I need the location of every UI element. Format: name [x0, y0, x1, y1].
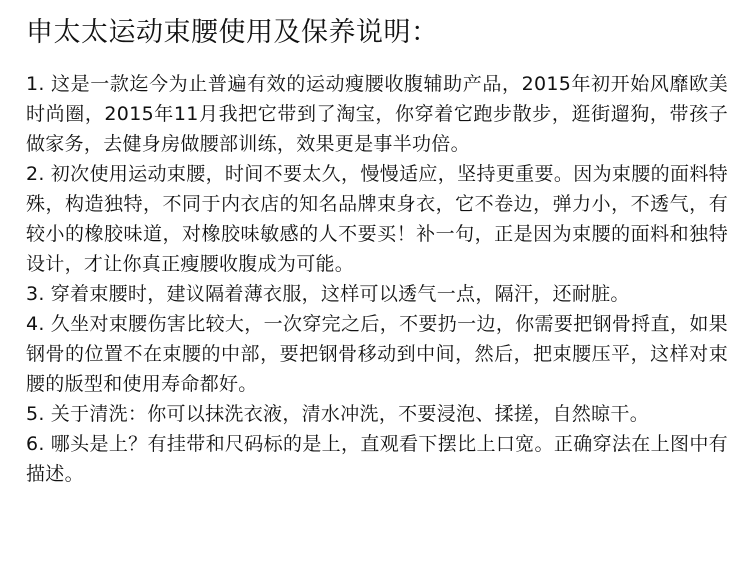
item-text: 关于清洗：你可以抹洗衣液，清水冲洗，不要浸泡、揉搓，自然晾干。	[50, 403, 650, 425]
instruction-item-3	[26, 279, 728, 309]
item-number: 5.	[26, 403, 45, 425]
instruction-item-2	[26, 159, 728, 279]
instruction-item-1	[26, 69, 728, 159]
page-title: 申太太运动束腰使用及保养说明：	[26, 17, 439, 48]
item-text: 这是一款迄今为止普遍有效的运动瘦腰收腹辅助产品，2015年初开始风靡欧美时尚圈，2015年11月我把它带到了淘宝，你穿着它跑步散步，逛街遛狗，带孩子做家务，去健身房做腰部训练，效果更是事半功倍。	[26, 73, 728, 155]
item-number: 6.	[26, 433, 45, 455]
item-number: 2.	[26, 163, 45, 185]
item-number: 4.	[26, 313, 45, 335]
item-text: 久坐对束腰伤害比较大，一次穿完之后，不要扔一边，你需要把钢骨捋直，如果钢骨的位置不在束腰的中部，要把钢骨移动到中间，然后，把束腰压平，这样对束腰的版型和使用寿命都好。	[26, 313, 728, 395]
instruction-item-5	[26, 399, 728, 429]
instruction-list	[26, 69, 728, 489]
item-number: 1.	[26, 73, 45, 95]
instruction-item-6	[26, 429, 728, 489]
instruction-item-4	[26, 309, 728, 399]
item-text: 初次使用运动束腰，时间不要太久，慢慢适应，坚持更重要。因为束腰的面料特殊，构造独特，不同于内衣店的知名品牌束身衣，它不卷边，弹力小，不透气，有较小的橡胶味道，对橡胶味敏感的人不要买！补一句，正是因为束腰的面料和独特设计，才让你真正瘦腰收腹成为可能。	[26, 163, 728, 275]
item-text: 穿着束腰时，建议隔着薄衣服，这样可以透气一点，隔汗，还耐脏。	[50, 283, 630, 305]
item-text: 哪头是上？有挂带和尺码标的是上，直观看下摆比上口宽。正确穿法在上图中有描述。	[26, 433, 728, 485]
item-number: 3.	[26, 283, 45, 305]
